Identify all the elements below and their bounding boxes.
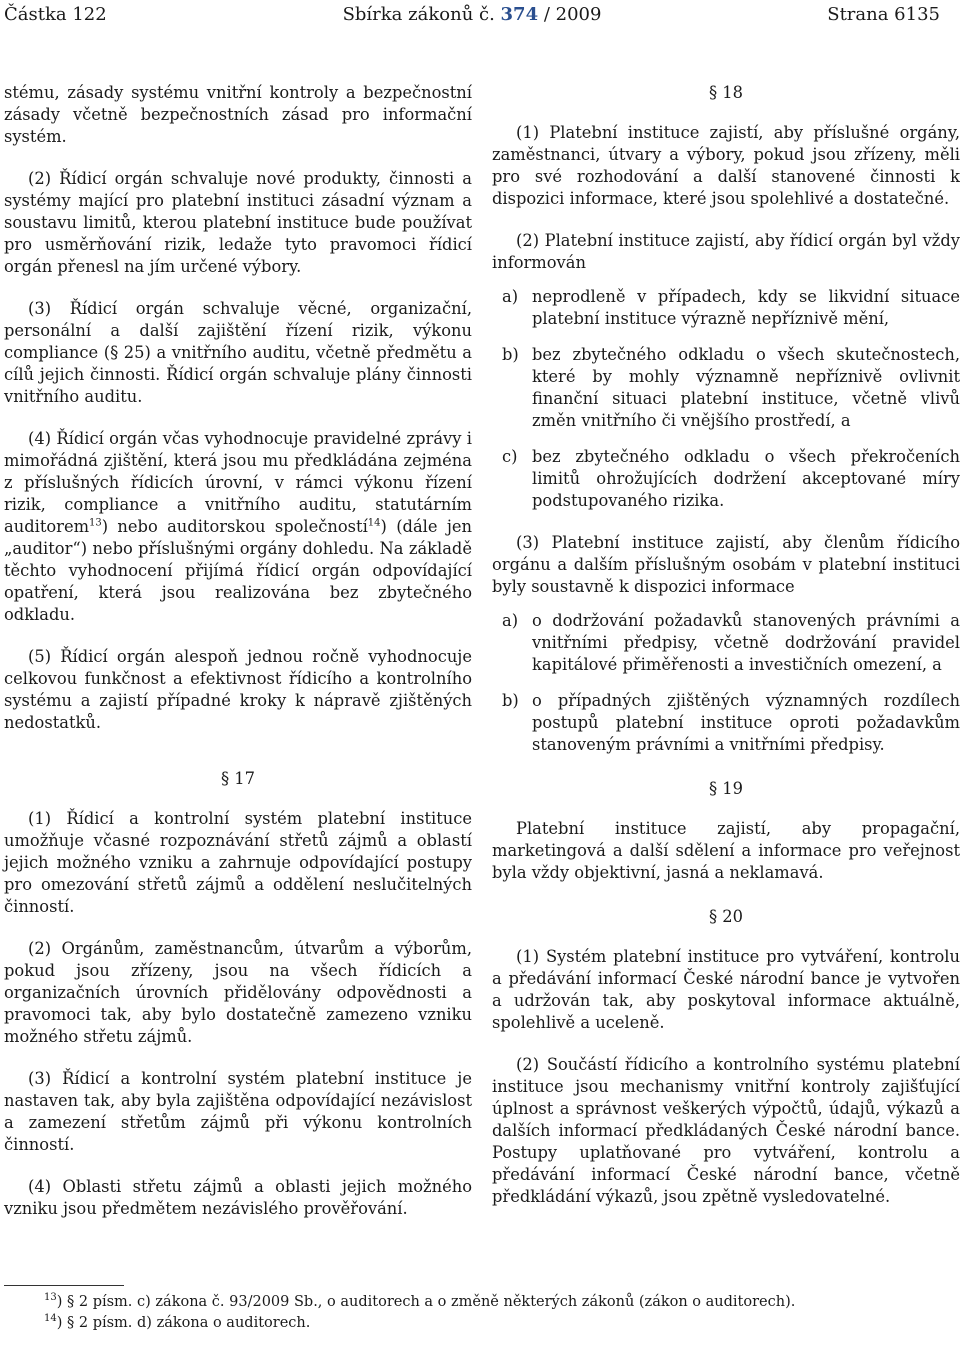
footnote-mark: 13 (44, 1292, 57, 1304)
header-collection (4, 4, 940, 25)
footnote-ref-14: 14 (367, 517, 381, 529)
paragraph-16-3: (3) Řídicí orgán schvaluje věcné, organizační, personální a další zajištění řízení rizik, výkonu compliance (§ 25) a vnitřního auditu, včetně předmětu a cílů jejich činnosti. Řídicí orgán schvaluje plány činnosti vnitřního auditu. (4, 299, 472, 406)
footnote-14 (4, 1313, 940, 1334)
paragraph-16-4-text-a: (4) Řídicí orgán včas vyhodnocuje pravidelné zprávy i mimořádná zjištění, která jsou mu předkládána zejména z příslušných řídicích úrovní, v rámci výkonu řízení rizik, compliance a vnitřního auditu, statutárním auditorem (4, 429, 472, 536)
list-item-label: a) (502, 287, 519, 306)
section-heading-19: § 19 (708, 779, 744, 798)
list-18-3 (492, 610, 960, 756)
paragraph-17-1: (1) Řídicí a kontrolní systém platební instituce umožňuje včasné rozpoznávání střetů zájmů a oblastí jejich možného vzniku a zahrnuje odpovídající postupy pro omezování střetů zájmů a oddělení neslučitelných činností. (4, 809, 472, 916)
page-header (4, 4, 940, 30)
footnote-ref-13: 13 (89, 517, 102, 529)
paragraph-16-4 (4, 428, 472, 626)
footnote-text: ) § 2 písm. c) zákona č. 93/2009 Sb., o auditorech a o změně některých zákonů (zákon o auditorech). (56, 1294, 796, 1310)
paragraph-16-2: (2) Řídicí orgán schvaluje nové produkty, činnosti a systémy mající pro platební instituci zásadní význam a soustavu limitů, kterou platební instituce bude používat pro usměrňování rizik, ledaže tyto pravomoci řídicí orgán přenesl na jím určené výbory. (4, 169, 472, 276)
footnote-13 (4, 1292, 940, 1313)
footnote-divider (4, 1285, 124, 1286)
paragraph-19: Platební instituce zajistí, aby propagační, marketingová a další sdělení a informace pro veřejnost byla vždy objektivní, jasná a neklamavá. (492, 819, 960, 882)
list-item-label: b) (502, 691, 519, 710)
list-18-2 (492, 286, 960, 512)
header-law-number: 374 (500, 4, 539, 25)
paragraph-20-1: (1) Systém platební instituce pro vytváření, kontrolu a předávání informací České národní bance je vytvořen a udržován tak, aby poskytoval informace aktuálně, spolehlivě a uceleně. (492, 947, 960, 1032)
left-column (4, 82, 472, 1240)
paragraph-18-1: (1) Platební instituce zajistí, aby příslušné orgány, zaměstnanci, útvary a výbory, pokud jsou zřízeny, měli pro své rozhodování a další stanovené činnosti k dispozici informace, které jsou spolehlivé a dostatečné. (492, 123, 960, 208)
paragraph-20-2: (2) Součástí řídicího a kontrolního systému platební instituce jsou mechanismy vnitřní kontroly zajišťující úplnost a správnost veškerých výpočtů, údajů, výkazů a dalších informací předkládaných České národní bance. Postupy uplatňované pro vytváření, kontrolu a předávání informací České národní bance, včetně předkládání výkazů, jsou zpětně vysledovatelné. (492, 1055, 960, 1206)
list-item-text: o případných zjištěných významných rozdílech postupů platební instituce oproti požadavkům stanoveným právními a vnitřními předpisy. (532, 691, 960, 754)
list-item-text: bez zbytečného odkladu o všech překročeních limitů ohrožujících dodržení akceptované míry podstupovaného rizika. (532, 447, 960, 510)
paragraph-17-4: (4) Oblasti střetu zájmů a oblasti jejich možného vzniku jsou předmětem nezávislého prověřování. (4, 1177, 472, 1218)
list-item-text: o dodržování požadavků stanovených právními a vnitřními předpisy, včetně dodržování pravidel kapitálové přiměřenosti a investičních omezení, a (532, 611, 960, 674)
paragraph-18-2: (2) Platební instituce zajistí, aby řídicí orgán byl vždy informován (492, 231, 960, 272)
paragraph-16-4-text-c: ) (dále jen „auditor“) nebo příslušnými orgány dohledu. Na základě těchto vyhodnocení přijímá řídicí orgán odpovídající opatření, která jsou realizována bez zbytečného odkladu. (4, 517, 472, 624)
paragraph-17-3: (3) Řídicí a kontrolní systém platební instituce je nastaven tak, aby byla zajištěna odpovídající nezávislost a zamezení střetům zájmů při výkonu kontrolních činností. (4, 1069, 472, 1154)
right-column (492, 82, 960, 1228)
footnote-text: ) § 2 písm. d) zákona o auditorech. (56, 1315, 311, 1331)
section-heading-18: § 18 (708, 83, 744, 102)
paragraph-16-5: (5) Řídicí orgán alespoň jednou ročně vyhodnocuje celkovou funkčnost a efektivnost řídicího a kontrolního systému a zajistí případné kroky k nápravě zjištěných nedostatků. (4, 647, 472, 732)
list-item-label: a) (502, 611, 519, 630)
footnote-mark: 14 (44, 1313, 57, 1325)
list-item (492, 446, 960, 512)
header-collection-label: Sbírka zákonů č. (342, 4, 501, 25)
section-heading-17: § 17 (220, 769, 256, 788)
list-item-text: bez zbytečného odkladu o všech skutečnostech, které by mohly významně nepříznivě ovlivnit finanční situaci platební instituce, včetně vlivů změn vnitřního či vnějšího prostředí, a (532, 345, 960, 430)
paragraph-16-4-text-b: ) nebo auditorskou společností (101, 517, 368, 536)
paragraph-continued: stému, zásady systému vnitřní kontroly a bezpečnostní zásady včetně bezpečnostních zásad pro informační systém. (4, 83, 472, 146)
list-item (492, 344, 960, 432)
header-page-number: Strana 6135 (827, 4, 940, 25)
footnotes (4, 1292, 940, 1334)
section-heading-20: § 20 (708, 907, 744, 926)
paragraph-17-2: (2) Orgánům, zaměstnancům, útvarům a výborům, pokud jsou zřízeny, jsou na všech řídicích a organizačních úrovních přidělovány odpovědnosti a pravomoci tak, aby bylo dostatečně zamezeno vzniku možného střetu zájmů. (4, 939, 472, 1046)
list-item (492, 286, 960, 330)
list-item (492, 690, 960, 756)
list-item-text: neprodleně v případech, kdy se likvidní situace platební instituce výrazně nepříznivě mění, (532, 287, 960, 328)
list-item-label: c) (502, 447, 518, 466)
list-item-label: b) (502, 345, 519, 364)
list-item (492, 610, 960, 676)
header-year: / 2009 (538, 4, 602, 25)
header-issue: Částka 122 (4, 4, 107, 25)
paragraph-18-3: (3) Platební instituce zajistí, aby členům řídicího orgánu a dalším příslušným osobám v platební instituci byly soustavně k dispozici informace (492, 533, 960, 596)
